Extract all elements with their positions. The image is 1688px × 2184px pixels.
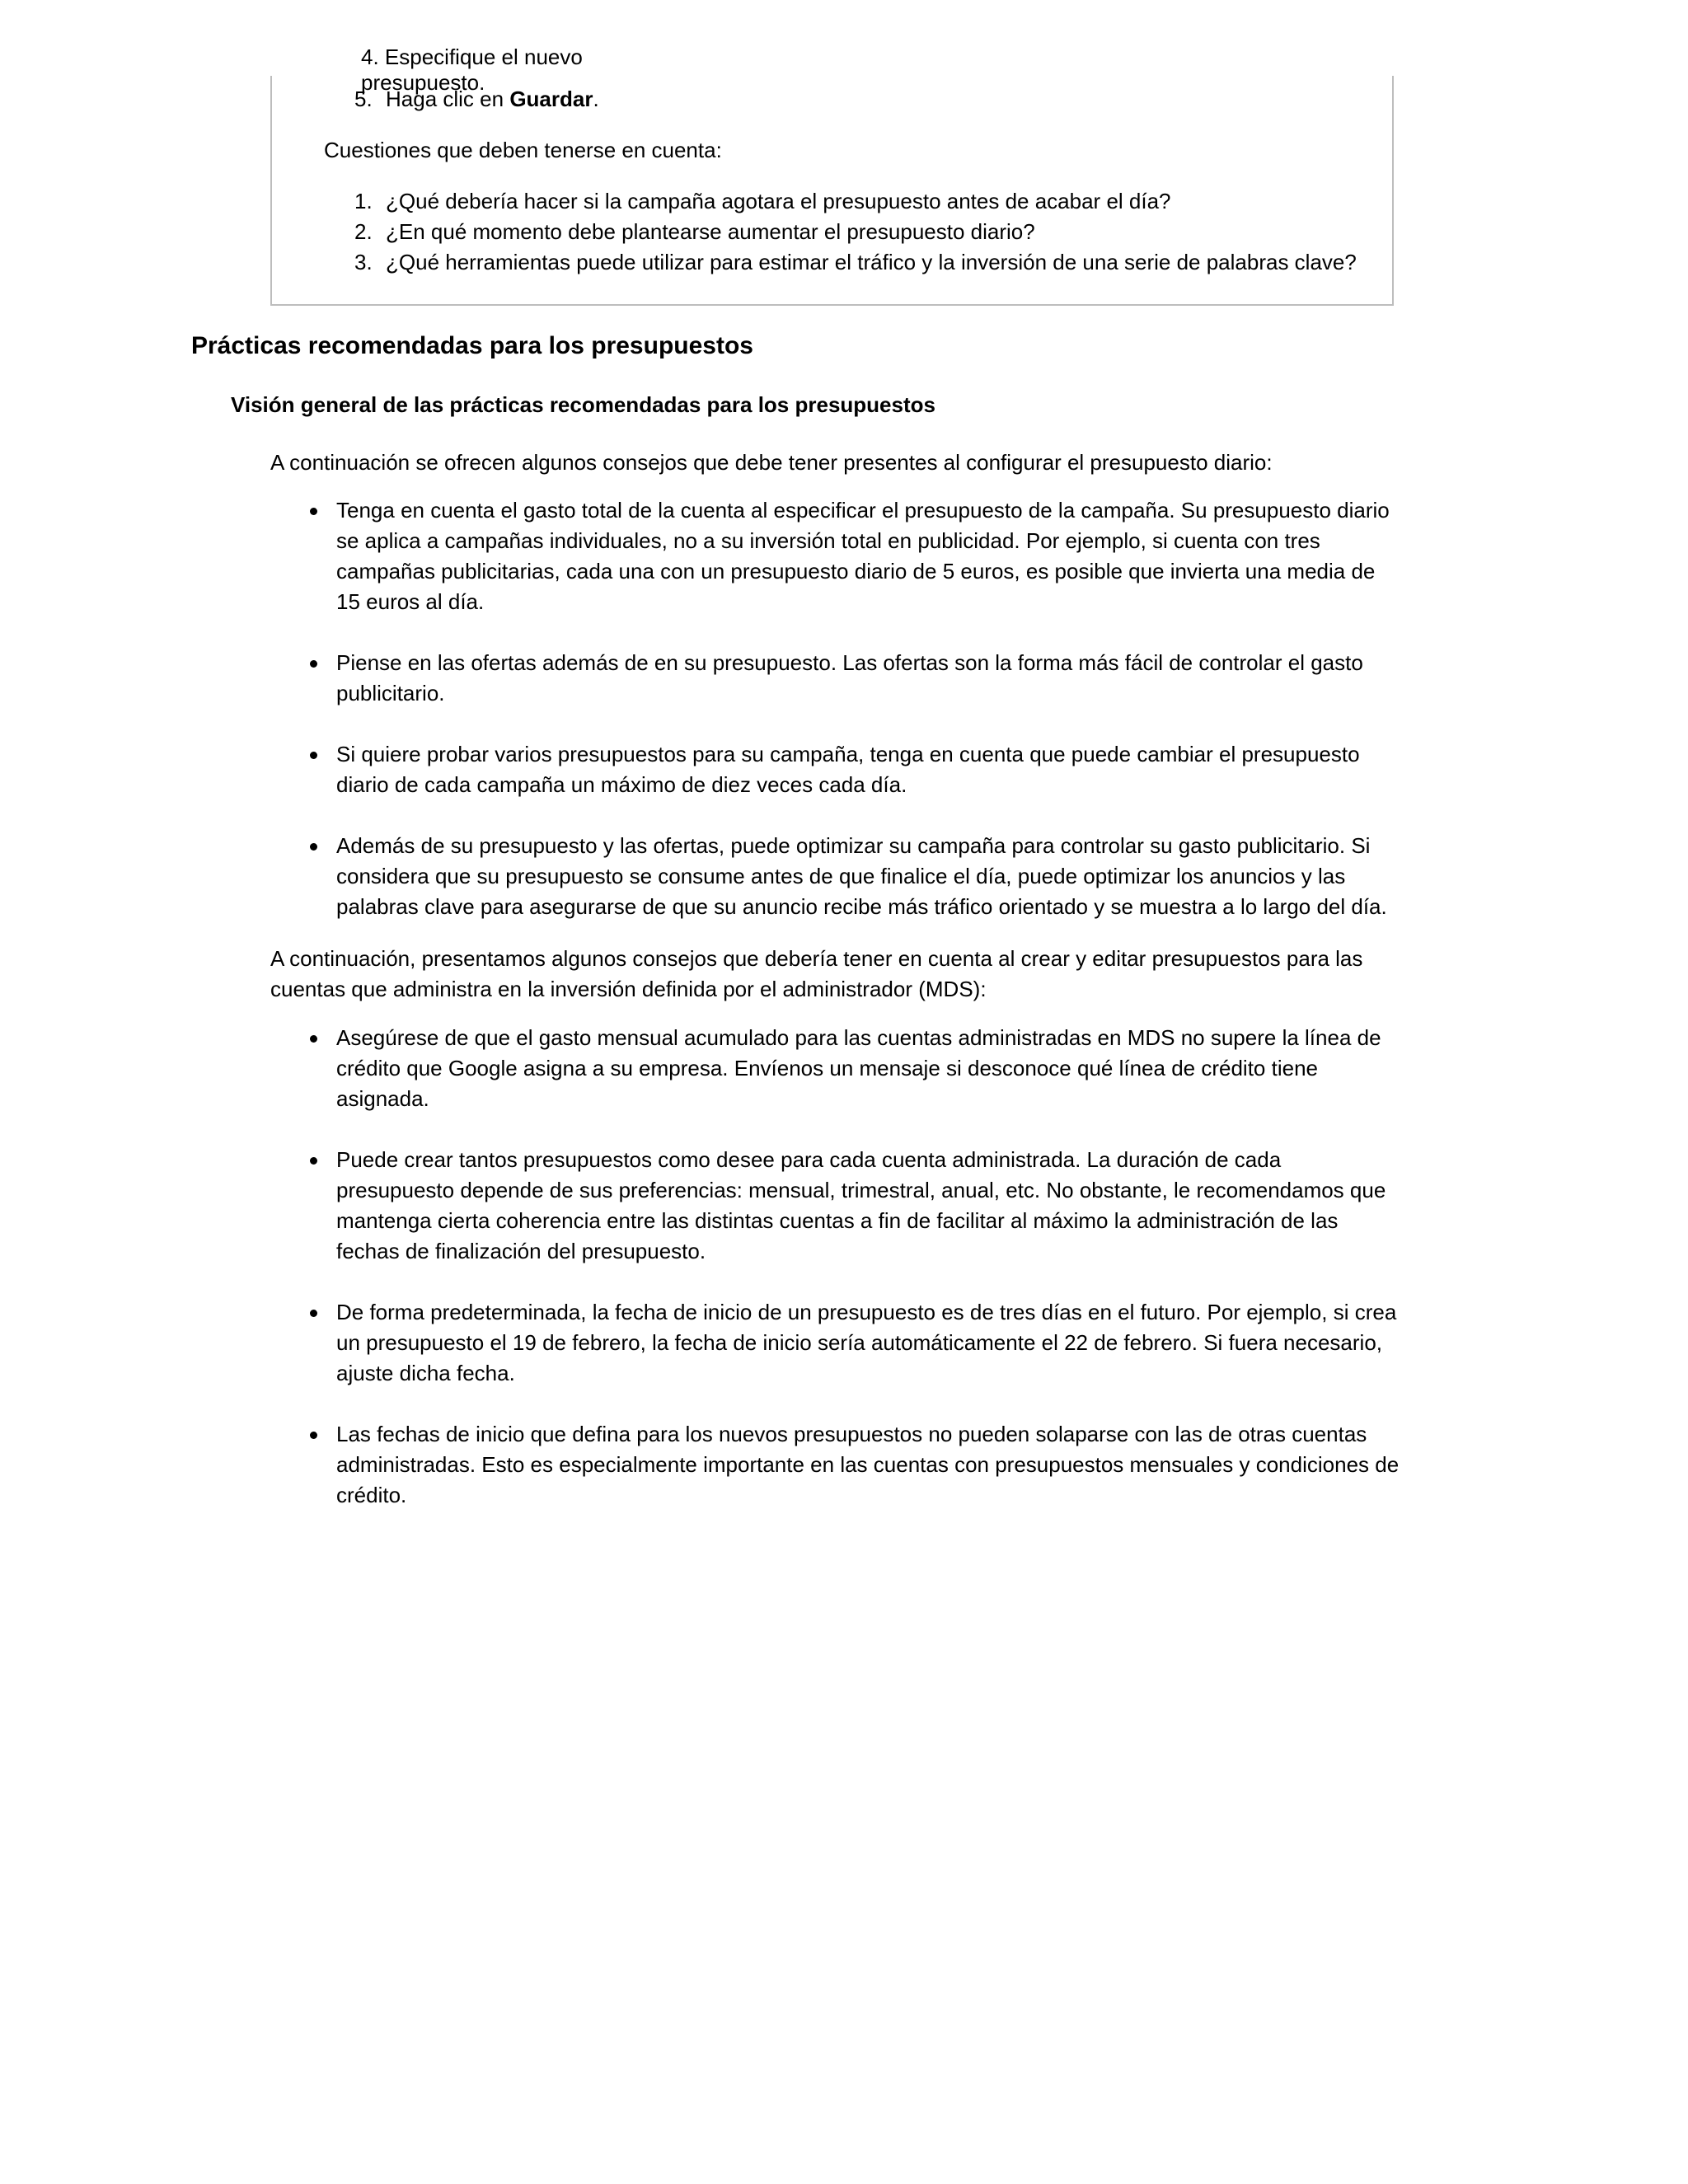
question-text: ¿Qué debería hacer si la campaña agotara el presupuesto antes de acabar el día? — [386, 189, 1171, 213]
question-number: 2. — [354, 219, 373, 244]
question-item — [354, 217, 1357, 247]
step-5-prefix: Haga clic en — [386, 87, 510, 111]
list-item: De forma predeterminada, la fecha de inicio de un presupuesto es de tres días en el futuro. Por ejemplo, si crea un presupuesto el 19 de febrero, la fecha de inicio sería automáticamente el 22 de febrero. Si fuera necesario, ajuste dicha fecha. — [307, 1297, 1403, 1389]
step-5-suffix: . — [593, 87, 599, 111]
step-5-bold: Guardar — [509, 87, 593, 111]
question-item — [354, 186, 1357, 217]
daily-budget-tips-list — [307, 495, 1403, 922]
list-item: Asegúrese de que el gasto mensual acumulado para las cuentas administradas en MDS no supere la línea de crédito que Google asigna a su empresa. Envíenos un mensaje si desconoce qué línea de crédito tiene asignada. — [307, 1023, 1403, 1114]
step-5 — [354, 86, 599, 112]
intro-paragraph-mds: A continuación, presentamos algunos consejos que debería tener en cuenta al crear y editar presupuestos para las cuentas que administra en la inversión definida por el administrador (MDS): — [270, 946, 1363, 1001]
list-item: Tenga en cuenta el gasto total de la cuenta al especificar el presupuesto de la campaña. Su presupuesto diario se aplica a campañas individuales, no a su inversión total en publicidad. Por ejemplo, si cuenta con tres campañas publicitarias, cada una con un presupuesto diario de 5 euros, es posible que invierta una media de 15 euros al día. — [307, 495, 1403, 617]
list-item: Puede crear tantos presupuestos como desee para cada cuenta administrada. La duración de cada presupuesto depende de sus preferencias: mensual, trimestral, anual, etc. No obstante, le recomendamos que mantenga cierta coherencia entre las distintas cuentas a fin de facilitar al máximo la administración de las fechas de finalización del presupuesto. — [307, 1145, 1403, 1267]
questions-list — [354, 186, 1357, 278]
question-number: 3. — [354, 250, 373, 274]
section-title: Prácticas recomendadas para los presupuestos — [191, 332, 753, 359]
list-item: Las fechas de inicio que defina para los nuevos presupuestos no pueden solaparse con las de otras cuentas administradas. Esto es especialmente importante en las cuentas con presupuestos mensuales y condiciones de crédito. — [307, 1419, 1403, 1511]
list-item: Si quiere probar varios presupuestos para su campaña, tenga en cuenta que puede cambiar el presupuesto diario de cada campaña un máximo de diez veces cada día. — [307, 739, 1403, 800]
cut-off-step-4 — [361, 45, 707, 95]
intro-paragraph-daily: A continuación se ofrecen algunos consejos que debe tener presentes al configurar el presupuesto diario: — [270, 450, 1273, 475]
question-text: ¿Qué herramientas puede utilizar para estimar el tráfico y la inversión de una serie de palabras clave? — [386, 250, 1357, 274]
mds-budget-tips-list — [307, 1023, 1403, 1541]
question-number: 1. — [354, 189, 373, 213]
list-item: Piense en las ofertas además de en su presupuesto. Las ofertas son la forma más fácil de controlar el gasto publicitario. — [307, 648, 1403, 709]
question-text: ¿En qué momento debe plantearse aumentar el presupuesto diario? — [386, 219, 1035, 244]
question-item — [354, 247, 1357, 278]
considerations-label: Cuestiones que deben tenerse en cuenta: — [324, 138, 722, 162]
list-item: Además de su presupuesto y las ofertas, puede optimizar su campaña para controlar su gasto publicitario. Si considera que su presupuesto se consume antes de que finalice el día, puede optimizar los anuncios y las palabras clave para asegurarse de que su anuncio recibe más tráfico orientado y se muestra a lo largo del día. — [307, 831, 1403, 922]
cut-off-step-4-text: 4. Especifique el nuevo presupuesto. — [361, 45, 583, 95]
section-subtitle: Visión general de las prácticas recomendadas para los presupuestos — [231, 392, 935, 417]
step-5-number: 5. — [354, 87, 373, 111]
